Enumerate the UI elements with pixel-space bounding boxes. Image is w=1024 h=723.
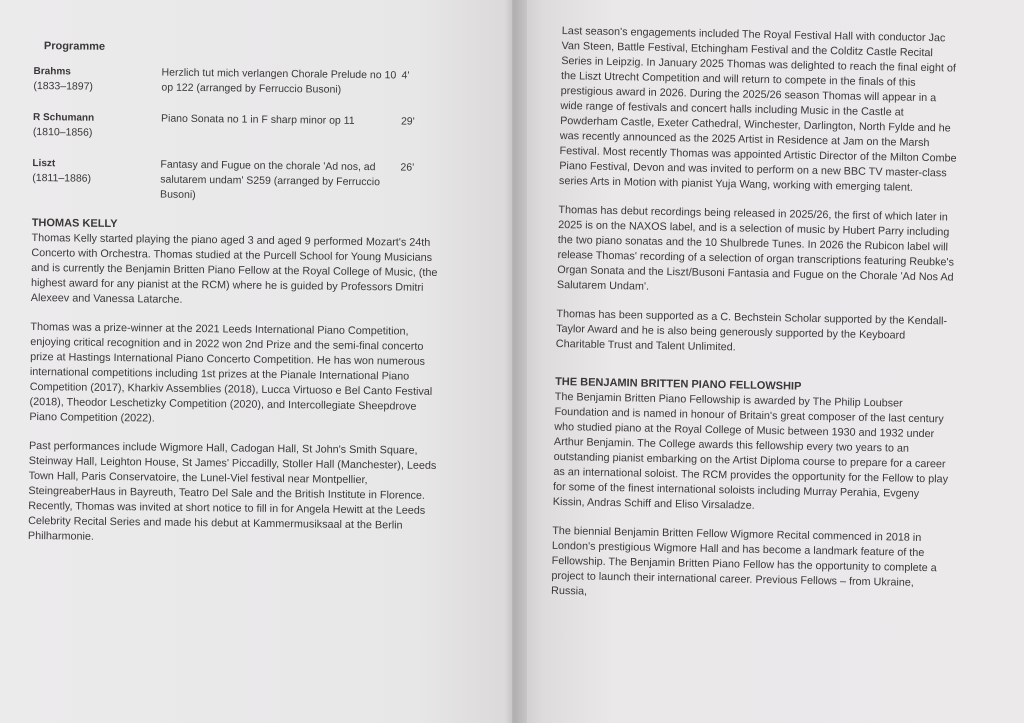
fellowship-heading: THE BENJAMIN BRITTEN PIANO FELLOWSHIP [555,375,802,393]
left-page-content [28,38,444,563]
bio-paragraph: Past performances include Wigmore Hall, Cadogan Hall, St John's Smith Square, Steinway Hall, Leighton House, St James' Piccadilly, Stoller Hall (Manchester), Leeds Town Hall, Paris Conservatoire, the Lunel-Viel festival near Montpellier, SteingreaberHaus in Bayreuth, Teatro Del Sale and the British Institute in Florence. Recently, Thomas was invited at short notice to fill in for Angela Hewitt at the Leeds Celebrity Recital Series and made his debut at Kammermusiksaal at the Berlin Philharmonie. [27,439,437,543]
right-page-content [551,24,962,621]
work-title: Piano Sonata no 1 in F sharp minor op 11 [160,112,355,127]
composer-name: Brahms [33,65,71,78]
bio-paragraph: Last season's engagements included The Royal Festival Hall with conductor Jac Van Steen, Battle Festival, Etchingham Festival and the Colditz Castle Recital Series in Leipzig. In January 2025 Thomas was delighted to reach the final eight of the Liszt Utrecht Competition and will return to compete in the finals of this prestigious award in 2026. During the 2025/26 season Thomas will appear in a wide range of festivals and concert halls including Music in the Castle at Powderham Castle, Exeter Cathedral, Winchester, Darlington, North Fylde and he was recently announced as the 2025 Artist in Residence at Jam on the Marsh Festival. Most recently Thomas was appointed Artistic Director of the Milton Combe Piano Festival, Devon and was invited to perform on a new BBC TV master-class series Arts in Motion with pianist Yuja Wang, working with emerging talent. [558,24,957,194]
composer [33,110,161,142]
bio-paragraph: Thomas was a prize-winner at the 2021 Leeds International Piano Competition, enjoying critical recognition and in 2022 won 2nd Prize and the semi-final concerto prize at Hastings International Piano Concerto Competition. He has won numerous international competitions including 1st prizes at the Pianale International Piano Competition (2017), Kharkiv Assemblies (2018), Lucca Virtuoso e Bel Canto Festival (2018), Theodor Leschetizky Competition (2020), and Intercollegiate Sheepdrove Piano Competition (2022). [29,320,433,425]
work-title: Fantasy and Fugue on the chorale 'Ad nos, ad salutarem undam' S259 (arranged by Ferruccio Busoni) [160,158,381,201]
composer-dates: (1833–1897) [33,79,94,93]
composer-dates: (1810–1856) [32,125,93,139]
composer-name: Liszt [32,157,56,170]
programme-item [33,110,443,145]
bio-paragraph: Thomas has been supported as a C. Bechstein Scholar supported by the Kendall-Taylor Award and he is also being generously supported by the Keyboard Charitable Trust and Talent Unlimited. [555,307,948,354]
programme-item [33,64,443,99]
composer-dates: (1811–1886) [32,171,92,185]
work-duration: 29' [400,115,415,128]
work-duration: 4' [401,69,410,82]
bio-paragraph: Thomas has debut recordings being released in 2025/26, the first of which later in 2025 is on the NAXOS label, and is a selection of music by Hubert Parry including the two piano sonatas and the 10 Shulbrede Tunes. In 2026 the Rubicon label will release Thomas' recording of a selection of organ transcriptions featuring Reubke's Organ Sonata and the Liszt/Busoni Fantasia and Fugue on the Chorale 'Ad Nos Ad Salutarem Undam'. [556,203,955,293]
fellowship-paragraph: The Benjamin Britten Piano Fellowship is awarded by The Philip Loubser Foundation and is named in honour of Britain's great composer of the last century who studied piano at the Royal College of Music between 1930 and 1932 under Arthur Benjamin. The College awards this fellowship every two years to an outstanding pianist embarking on the Artist Diploma course to prepare for a career as an international soloist. The RCM provides the opportunity for the Fellow to play for some of the finest international soloists including Murray Perahia, Evgeny Kissin, Andras Schiff and Eliso Virsaladze. [552,390,949,512]
programme-heading: Programme [43,40,106,53]
page-gutter [505,0,527,723]
fellowship-paragraph: The biennial Benjamin Britten Fellow Wigmore Recital commenced in 2018 in London's prestigious Wigmore Hall and has become a landmark feature of the Fellowship. The Benjamin Britten Piano Fellow has the opportunity to complete a project to launch their international career. Previous Fellows – from Ukraine, Russia, [550,524,937,598]
bio-paragraph: Thomas Kelly started playing the piano aged 3 and aged 9 performed Mozart's 24th Concerto with Orchestra. Thomas studied at the Purcell School for Young Musicians and is currently the Benjamin Britten Piano Fellow at the Royal College of Music, (the highest award for any pianist at the RCM) where he is guided by Professors Dmitri Alexeev and Vanessa Latarche. [30,231,438,306]
programme-item [32,156,443,206]
composer [33,64,161,96]
composer [32,156,161,203]
work-duration: 26' [400,161,415,174]
composer-name: R Schumann [32,111,95,124]
work-title: Herzlich tut mich verlangen Chorale Prelude no 10 op 122 (arranged by Ferruccio Busoni) [161,66,397,96]
bio-heading: THOMAS KELLY [31,216,118,231]
